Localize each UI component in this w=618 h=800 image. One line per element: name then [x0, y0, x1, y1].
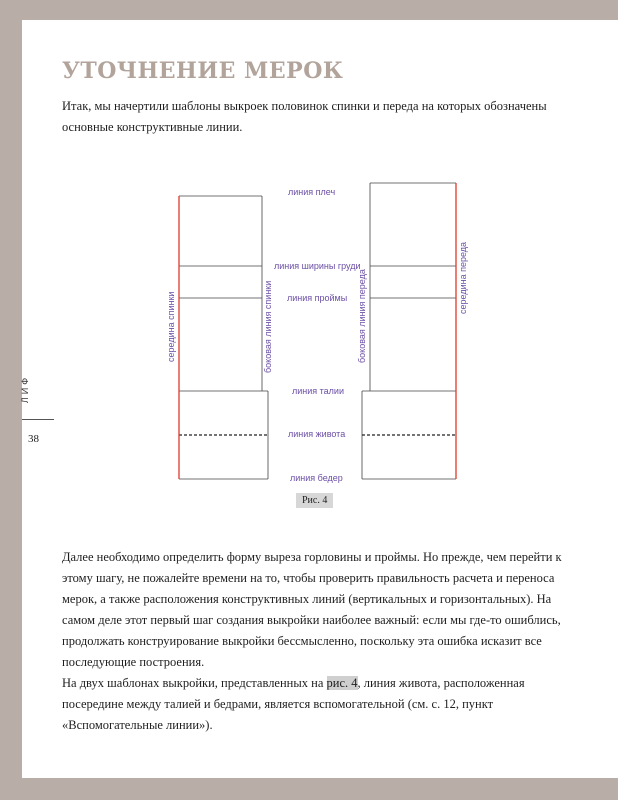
- body-paragraph-2-start: На двух шаблонах выкройки, представленных на: [62, 676, 327, 690]
- label-waist: линия талии: [292, 386, 344, 396]
- page-number: 38: [28, 433, 39, 445]
- figure-caption: Рис. 4: [296, 493, 333, 508]
- body-paragraph-2-end: , линия живота, расположенная посередине между талией и бедрами, является вспомогательной (см. с. 12, пункт «Вспомогательные линии»).: [62, 676, 525, 732]
- label-bust: линия ширины груди: [274, 261, 361, 271]
- body-text: [62, 547, 584, 736]
- page: [22, 20, 618, 778]
- label-front-side: боковая линия переда: [357, 269, 367, 363]
- body-paragraph-1: Далее необходимо определить форму выреза горловины и проймы. Но прежде, чем перейти к этому шагу, не пожалейте времени на то, чтобы проверить правильность расчета и переноса мерок, а также расположения конструктивных линий (вертикальных и горизонтальных). На самом деле этот первый шаг создания выкройки наиболее важный: если мы где-то ошиблись, продолжать конструирование выкройки бессмысленно, поскольку эта ошибка исказит все последующие построения.: [62, 550, 562, 669]
- label-hip: линия бедер: [290, 473, 343, 483]
- label-back-side: боковая линия спинки: [263, 280, 273, 373]
- label-front-center: середина переда: [458, 241, 468, 314]
- body-paragraph-2: [62, 673, 584, 736]
- label-back-center: середина спинки: [166, 291, 176, 362]
- section-label-text: ЛИФ: [20, 374, 31, 404]
- figure-pattern-templates: [22, 20, 618, 540]
- back-pattern: [179, 196, 268, 479]
- label-shoulder: линия плеч: [288, 187, 336, 197]
- intro-paragraph: Итак, мы начертили шаблоны выкроек половинок спинки и переда на которых обозначены основные конструктивные линии.: [62, 99, 547, 134]
- front-pattern: [362, 183, 456, 479]
- label-armhole: линия проймы: [287, 293, 348, 303]
- label-belly: линия живота: [288, 429, 346, 439]
- figure-reference-link[interactable]: рис. 4: [326, 676, 358, 690]
- page-title: УТОЧНЕНИЕ МЕРОК: [62, 58, 344, 84]
